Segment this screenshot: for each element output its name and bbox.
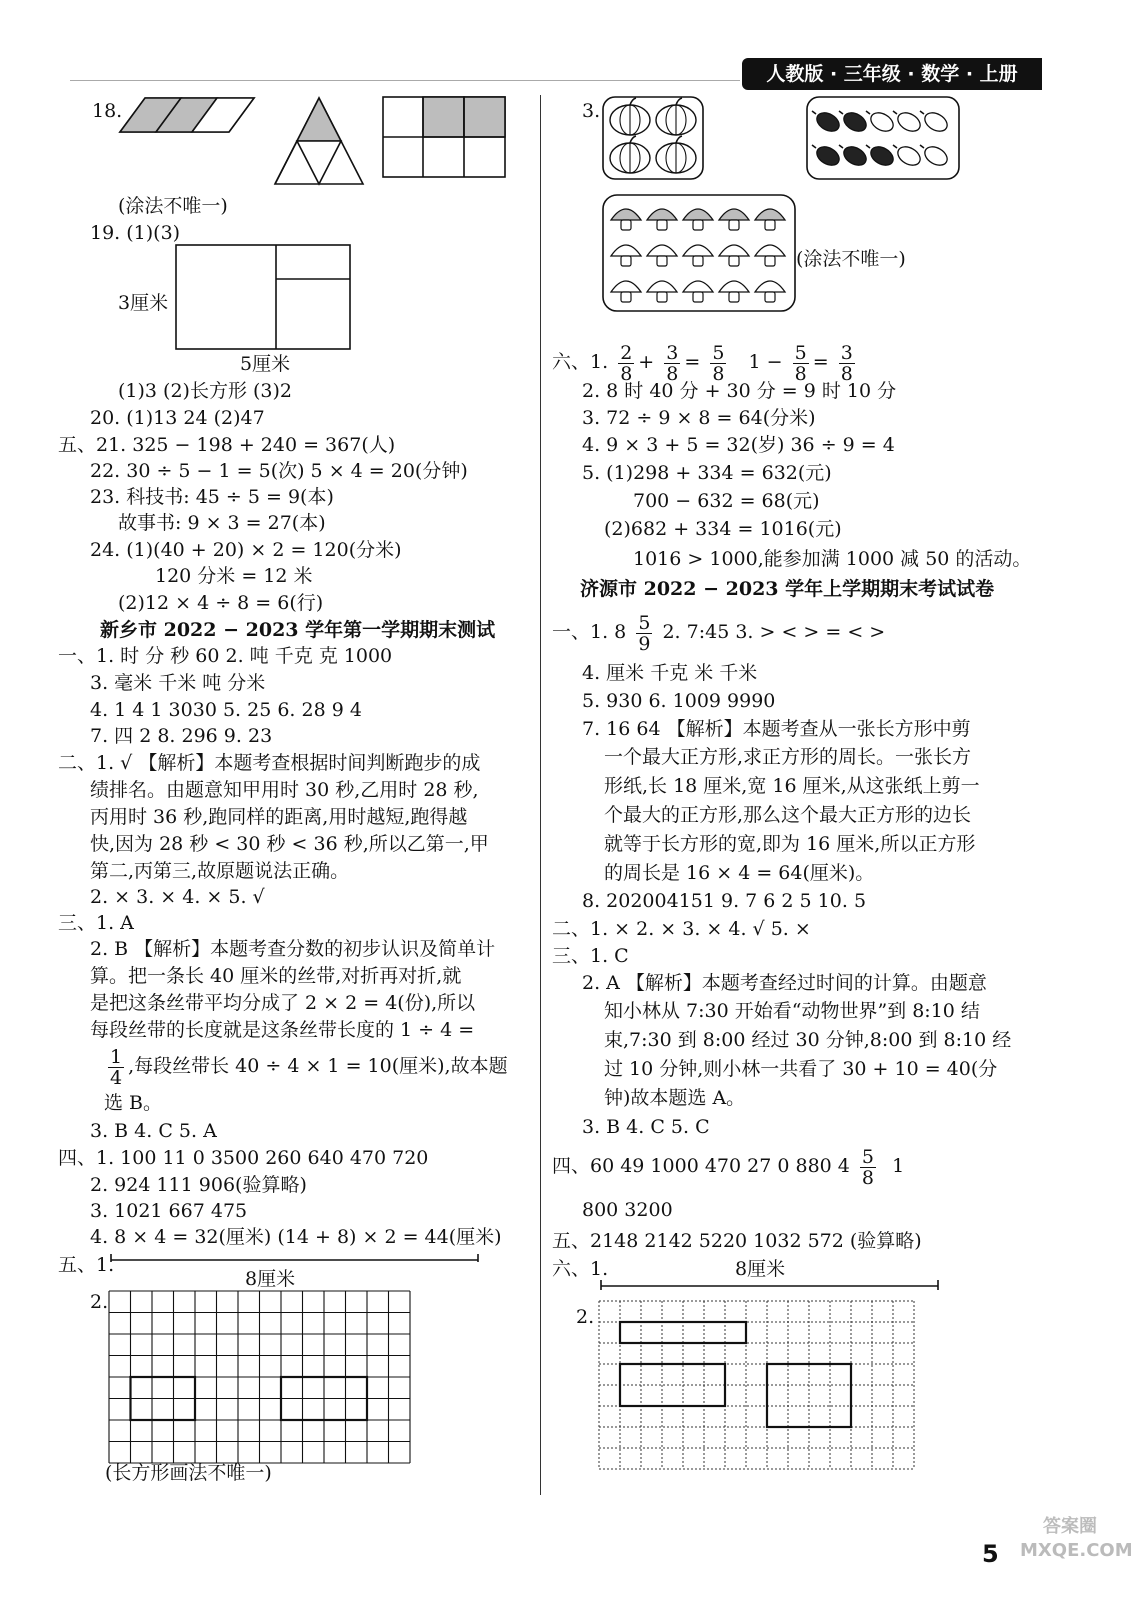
eggplant-icon bbox=[895, 109, 924, 135]
eggplant-icon bbox=[814, 109, 843, 135]
s2-line1b: 绩排名。由题意知甲用时 30 秒,乙用时 28 秒, bbox=[90, 779, 479, 801]
eggplant-icon bbox=[814, 143, 843, 169]
s4-line4: 4. 8 × 4 = 32(厘米) (14 + 8) × 2 = 44(厘米) bbox=[90, 1226, 502, 1248]
segment-8cm-left bbox=[110, 1252, 480, 1264]
eggplant-icon bbox=[922, 109, 951, 135]
s3-line2b: 算。把一条长 40 厘米的丝带,对折再对折,就 bbox=[90, 965, 462, 987]
r-s3-line2e: 钟)故本题选 A。 bbox=[604, 1087, 746, 1109]
q19-answers: (1)3 (2)长方形 (3)2 bbox=[118, 380, 292, 402]
section-title-jiyuan: 济源市 2022 − 2023 学年上学期期末考试试卷 bbox=[580, 578, 995, 600]
r-s6-line1: 六、1. $\frac{2}{8}$ + $\frac{3}{8}$ = $\frac{5}{8}$ 1 − $\frac{5}{8}$ = $\frac{3}{8}$ bbox=[552, 341, 853, 385]
r-s4-line1: 四、60 49 1000 470 27 0 880 4 $\frac{5}{8}$ 1 bbox=[552, 1145, 905, 1189]
mushroom-group-figure bbox=[602, 194, 796, 312]
mushroom-icon bbox=[719, 281, 749, 292]
q18-square-grid-figure bbox=[382, 96, 506, 178]
fraction-3-8-b: $\frac{3}{8}$ bbox=[840, 341, 853, 385]
s3-line2d: 每段丝带的长度就是这条丝带长度的 1 ÷ 4 = bbox=[90, 1019, 475, 1041]
pumpkin-group-figure bbox=[602, 96, 704, 180]
segment-8cm-right bbox=[600, 1280, 940, 1292]
column-divider bbox=[540, 95, 541, 1495]
mushroom-icon bbox=[611, 281, 641, 292]
mushroom-icon bbox=[683, 245, 713, 256]
s3-line2c: 是把这条丝带平均分成了 2 × 2 = 4(份),所以 bbox=[90, 992, 476, 1014]
r-s6-line5d: 1016 > 1000,能参加满 1000 减 50 的活动。 bbox=[633, 548, 1032, 570]
r-s3-line2a: 2. A 【解析】本题考查经过时间的计算。由题意 bbox=[582, 972, 987, 994]
r-s3-line3: 3. B 4. C 5. C bbox=[582, 1116, 710, 1138]
q22: 22. 30 ÷ 5 − 1 = 5(次) 5 × 4 = 20(分钟) bbox=[90, 460, 468, 482]
s3-line3: 3. B 4. C 5. A bbox=[90, 1120, 217, 1142]
q18-note: (涂法不唯一) bbox=[118, 195, 228, 217]
r-s1-line1: 一、1. 8 $\frac{5}{9}$ 2. 7:45 3. > < > = < > bbox=[552, 611, 886, 655]
r-s6-line3: 3. 72 ÷ 9 × 8 = 64(分米) bbox=[582, 407, 816, 429]
mushroom-icon bbox=[683, 209, 713, 220]
mushroom-icon bbox=[755, 209, 785, 220]
q19-width-label: 5厘米 bbox=[240, 353, 291, 375]
fraction-5-8-b: $\frac{5}{8}$ bbox=[794, 341, 807, 385]
eggplant-icon bbox=[868, 109, 897, 135]
q24-b: 120 分米 = 12 米 bbox=[155, 565, 313, 587]
q19-height-label: 3厘米 bbox=[118, 292, 169, 314]
q19-label: 19. (1)(3) bbox=[90, 222, 181, 244]
s3-line1: 三、1. A bbox=[58, 912, 134, 934]
s2-line1d: 快,因为 28 秒 < 30 秒 < 36 秒,所以乙第一,甲 bbox=[90, 833, 489, 855]
mushroom-icon bbox=[611, 209, 641, 220]
segment-8cm-left-label: 8厘米 bbox=[245, 1268, 296, 1290]
mushroom-icon bbox=[611, 245, 641, 256]
s2-line1a: 二、1. √ 【解析】本题考查根据时间判断跑步的成 bbox=[58, 752, 481, 774]
r-s6b-line2-label: 2. bbox=[576, 1306, 595, 1328]
r-s3-line1: 三、1. C bbox=[552, 945, 629, 967]
eggplant-icon bbox=[895, 143, 924, 169]
section-title-xinxiang: 新乡市 2022 − 2023 学年第一学期期末测试 bbox=[100, 619, 496, 641]
r-s3-line2c: 束,7:30 到 8:00 经过 30 分钟,8:00 到 8:10 经 bbox=[604, 1029, 1012, 1051]
fraction-5-8-c: $\frac{5}{8}$ bbox=[861, 1145, 875, 1189]
q19-rectangle-figure bbox=[175, 244, 351, 350]
q24-a: 24. (1)(40 + 20) × 2 = 120(分米) bbox=[90, 539, 402, 561]
fraction-5-9: $\frac{5}{9}$ bbox=[638, 611, 651, 655]
mushroom-icon bbox=[719, 209, 749, 220]
r-s6-line5b: 700 − 632 = 68(元) bbox=[633, 490, 820, 512]
r-s6-line4: 4. 9 × 3 + 5 = 32(岁) 36 ÷ 9 = 4 bbox=[582, 434, 895, 456]
fraction-one-quarter: $\frac{1}{4}$ bbox=[110, 1045, 123, 1089]
q23-a: 23. 科技书: 45 ÷ 5 = 9(本) bbox=[90, 486, 334, 508]
header-banner: 人教版 · 三年级 · 数学 · 上册 bbox=[742, 58, 1042, 90]
q24-c: (2)12 × 4 ÷ 8 = 6(行) bbox=[118, 592, 324, 614]
s2-line1e: 第二,丙第三,故原题说法正确。 bbox=[90, 860, 350, 882]
mushroom-icon bbox=[683, 281, 713, 292]
s5-line1-label: 五、1. bbox=[58, 1254, 115, 1276]
r-s4-line2: 800 3200 bbox=[582, 1199, 673, 1221]
grid-right bbox=[598, 1300, 918, 1472]
watermark: 答案圈 MXQE.COM bbox=[1020, 1516, 1133, 1561]
r-s2-line: 二、1. × 2. × 3. × 4. √ 5. × bbox=[552, 918, 811, 940]
mushroom-icon bbox=[647, 281, 677, 292]
q18-parallelogram-figure bbox=[120, 96, 255, 136]
r-s1-line7f: 的周长是 16 × 4 = 64(厘米)。 bbox=[604, 862, 875, 884]
s1-line7: 7. 四 2 8. 296 9. 23 bbox=[90, 725, 273, 747]
s3-line2a: 2. B 【解析】本题考查分数的初步认识及简单计 bbox=[90, 938, 496, 960]
r-s6b-line1-label: 六、1. bbox=[552, 1258, 609, 1280]
r-s3-line2d: 过 10 分钟,则小林一共看了 30 + 10 = 40(分 bbox=[604, 1058, 998, 1080]
q20: 20. (1)13 24 (2)47 bbox=[90, 407, 265, 429]
eggplant-icon bbox=[841, 109, 870, 135]
mushroom-icon bbox=[647, 209, 677, 220]
eggplant-icon bbox=[922, 143, 951, 169]
s4-line2: 2. 924 111 906(验算略) bbox=[90, 1174, 307, 1196]
r-s1-line5: 5. 930 6. 1009 9990 bbox=[582, 690, 776, 712]
s4-line3: 3. 1021 667 475 bbox=[90, 1200, 248, 1222]
segment-8cm-right-label: 8厘米 bbox=[735, 1258, 786, 1280]
mushroom-icon bbox=[755, 281, 785, 292]
eggplant-icon bbox=[868, 143, 897, 169]
r-s1-line7c: 形纸,长 18 厘米,宽 16 厘米,从这张纸上剪一 bbox=[604, 775, 980, 797]
r-s6-line5a: 5. (1)298 + 334 = 632(元) bbox=[582, 462, 832, 484]
r-s1-line7e: 就等于长方形的宽,即为 16 厘米,所以正方形 bbox=[604, 833, 976, 855]
s1-line4: 4. 1 4 1 3030 5. 25 6. 28 9 4 bbox=[90, 699, 362, 721]
s3-line2e: $\frac{1}{4}$ ,每段丝带长 40 ÷ 4 × 1 = 10(厘米),故本题 bbox=[110, 1045, 508, 1089]
r-s5-line: 五、2148 2142 5220 1032 572 (验算略) bbox=[552, 1230, 922, 1252]
r-q3-label: 3. bbox=[582, 100, 601, 122]
fraction-5-8: $\frac{5}{8}$ bbox=[712, 341, 725, 385]
r-s1-line4: 4. 厘米 千克 米 千米 bbox=[582, 662, 758, 684]
s2-line2: 2. × 3. × 4. × 5. √ bbox=[90, 886, 265, 908]
fraction-3-8: $\frac{3}{8}$ bbox=[666, 341, 679, 385]
s5-line2-label: 2. bbox=[90, 1291, 109, 1313]
r-s1-line7a: 7. 16 64 【解析】本题考查从一张长方形中剪 bbox=[582, 718, 971, 740]
s4-line1: 四、1. 100 11 0 3500 260 640 470 720 bbox=[58, 1147, 429, 1169]
r-s1-line7b: 一个最大正方形,求正方形的周长。一张长方 bbox=[604, 746, 972, 768]
eggplant-group-figure bbox=[806, 96, 960, 180]
r-s1-line7d: 个最大的正方形,那么这个最大正方形的边长 bbox=[604, 804, 972, 826]
s2-line1c: 丙用时 36 秒,跑同样的距离,用时越短,跑得越 bbox=[90, 806, 468, 828]
eggplant-icon bbox=[841, 143, 870, 169]
q21: 五、21. 325 − 198 + 240 = 367(人) bbox=[58, 434, 396, 456]
mushroom-icon bbox=[755, 245, 785, 256]
rect-note: (长方形画法不唯一) bbox=[105, 1462, 272, 1484]
s3-line2f: 选 B。 bbox=[104, 1092, 163, 1114]
r-s6-line5c: (2)682 + 334 = 1016(元) bbox=[604, 518, 842, 540]
fraction-2-8: $\frac{2}{8}$ bbox=[620, 341, 633, 385]
r-s6-line2: 2. 8 时 40 分 + 30 分 = 9 时 10 分 bbox=[582, 380, 897, 402]
mushroom-icon bbox=[647, 245, 677, 256]
q23-b: 故事书: 9 × 3 = 27(本) bbox=[118, 512, 326, 534]
mushroom-icon bbox=[719, 245, 749, 256]
page-number: 5 bbox=[982, 1540, 999, 1568]
r-s1-line8: 8. 202004151 9. 7 6 2 5 10. 5 bbox=[582, 890, 867, 912]
q18-triangle-figure bbox=[275, 96, 365, 186]
r-s3-line2b: 知小林从 7:30 开始看“动物世界”到 8:10 结 bbox=[604, 1000, 980, 1022]
q18-label: 18. bbox=[92, 100, 123, 122]
s1-line3: 3. 毫米 千米 吨 分米 bbox=[90, 672, 266, 694]
s1-line1: 一、1. 时 分 秒 60 2. 吨 千克 克 1000 bbox=[58, 645, 393, 667]
grid-left bbox=[108, 1290, 412, 1462]
r-q3-note: (涂法不唯一) bbox=[796, 248, 906, 270]
header-rule bbox=[70, 80, 740, 81]
